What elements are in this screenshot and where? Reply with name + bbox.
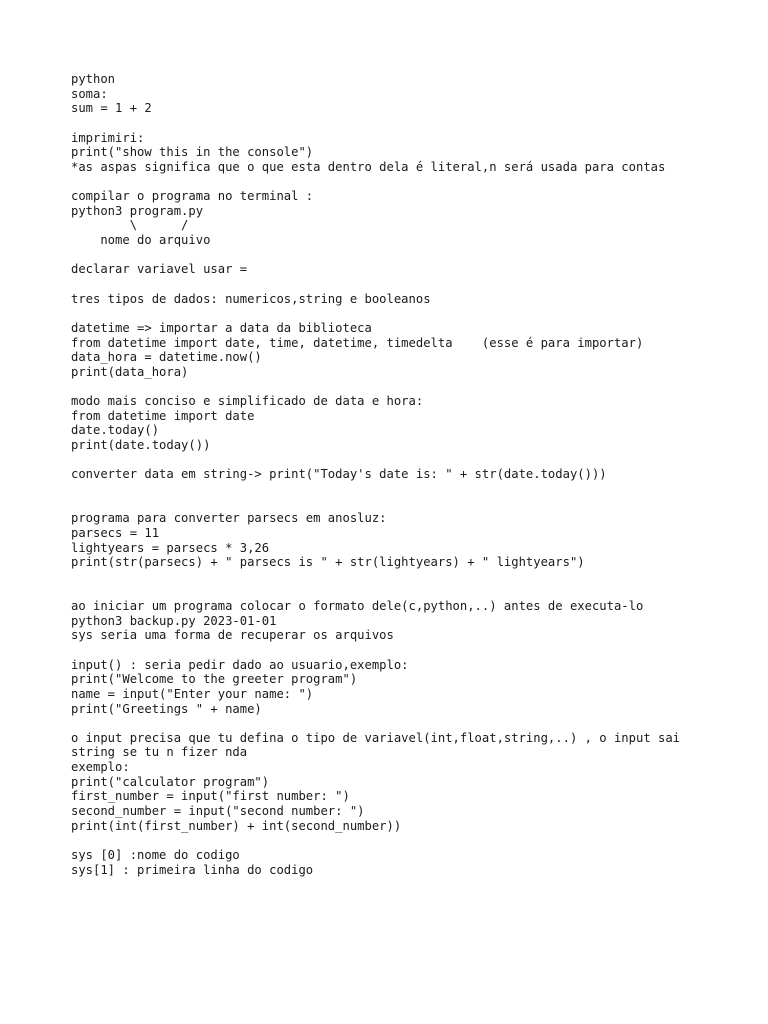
text-line: lightyears = parsecs * 3,26 [71,540,270,555]
text-line: sum = 1 + 2 [71,101,152,116]
text-line: nome do arquivo [71,233,211,248]
text-line: *as aspas significa que o que esta dentro dela é literal,n será usada para contas [71,159,666,174]
text-line: sys[1] : primeira linha do codigo [71,862,314,877]
blank-line [71,716,751,731]
text-line: print("show this in the console") [71,145,314,160]
text-line: input() : seria pedir dado ao usuario,exemplo: [71,657,409,672]
text-line: ao iniciar um programa colocar o formato dele(c,python,..) antes de executa-lo [71,599,644,614]
text-line: python [71,72,116,86]
text-line: o input precisa que tu defina o tipo de variavel(int,float,string,..) , o input sai [71,730,681,745]
blank-line [71,482,751,497]
blank-line [71,453,751,468]
text-line: first_number = input("first number: ") [71,789,350,804]
text-line: print("Greetings " + name) [71,701,262,716]
text-line: sys [0] :nome do codigo [71,847,240,862]
text-line: modo mais conciso e simplificado de data e hora: [71,394,424,409]
blank-line [71,833,751,848]
blank-line [71,497,751,512]
blank-line [71,570,751,585]
text-line: datetime => importar a data da biblioteca [71,320,372,335]
blank-line [71,379,751,394]
text-line: soma: [71,86,108,101]
blank-line [71,306,751,321]
text-line: print(str(parsecs) + " parsecs is " + str(lightyears) + " lightyears") [71,555,585,570]
text-line: \ / [71,218,189,233]
text-line: print("Welcome to the greeter program") [71,672,358,687]
text-line: data_hora = datetime.now() [71,350,262,365]
blank-line [71,174,751,189]
text-line: exemplo: [71,760,130,775]
text-line: from datetime import date [71,408,255,423]
text-line: tres tipos de dados: numericos,string e booleanos [71,291,431,306]
text-line: string se tu n fizer nda [71,745,248,760]
text-line: programa para converter parsecs em anosluz: [71,511,387,526]
text-line: parsecs = 11 [71,525,160,540]
text-line: name = input("Enter your name: ") [71,686,314,701]
text-line: print(date.today()) [71,438,211,453]
text-line: date.today() [71,423,160,438]
text-line: print(data_hora) [71,364,189,379]
text-line: converter data em string-> print("Today's date is: " + str(date.today())) [71,467,607,482]
text-line: imprimiri: [71,130,145,145]
blank-line [71,248,751,263]
blank-line [71,643,751,658]
text-line: print(int(first_number) + int(second_number)) [71,818,402,833]
text-line: sys seria uma forma de recuperar os arquivos [71,628,394,643]
text-line: python3 program.py [71,203,204,218]
blank-line [71,116,751,131]
blank-line [71,584,751,599]
text-line: python3 backup.py 2023-01-01 [71,613,277,628]
text-line: from datetime import date, time, datetime, timedelta (esse é para importar) [71,335,644,350]
notes-text-block [71,72,751,877]
text-line: second_number = input("second number: ") [71,804,365,819]
blank-line [71,277,751,292]
text-line: declarar variavel usar = [71,262,248,277]
text-line: print("calculator program") [71,774,270,789]
text-line: compilar o programa no terminal : [71,189,314,204]
